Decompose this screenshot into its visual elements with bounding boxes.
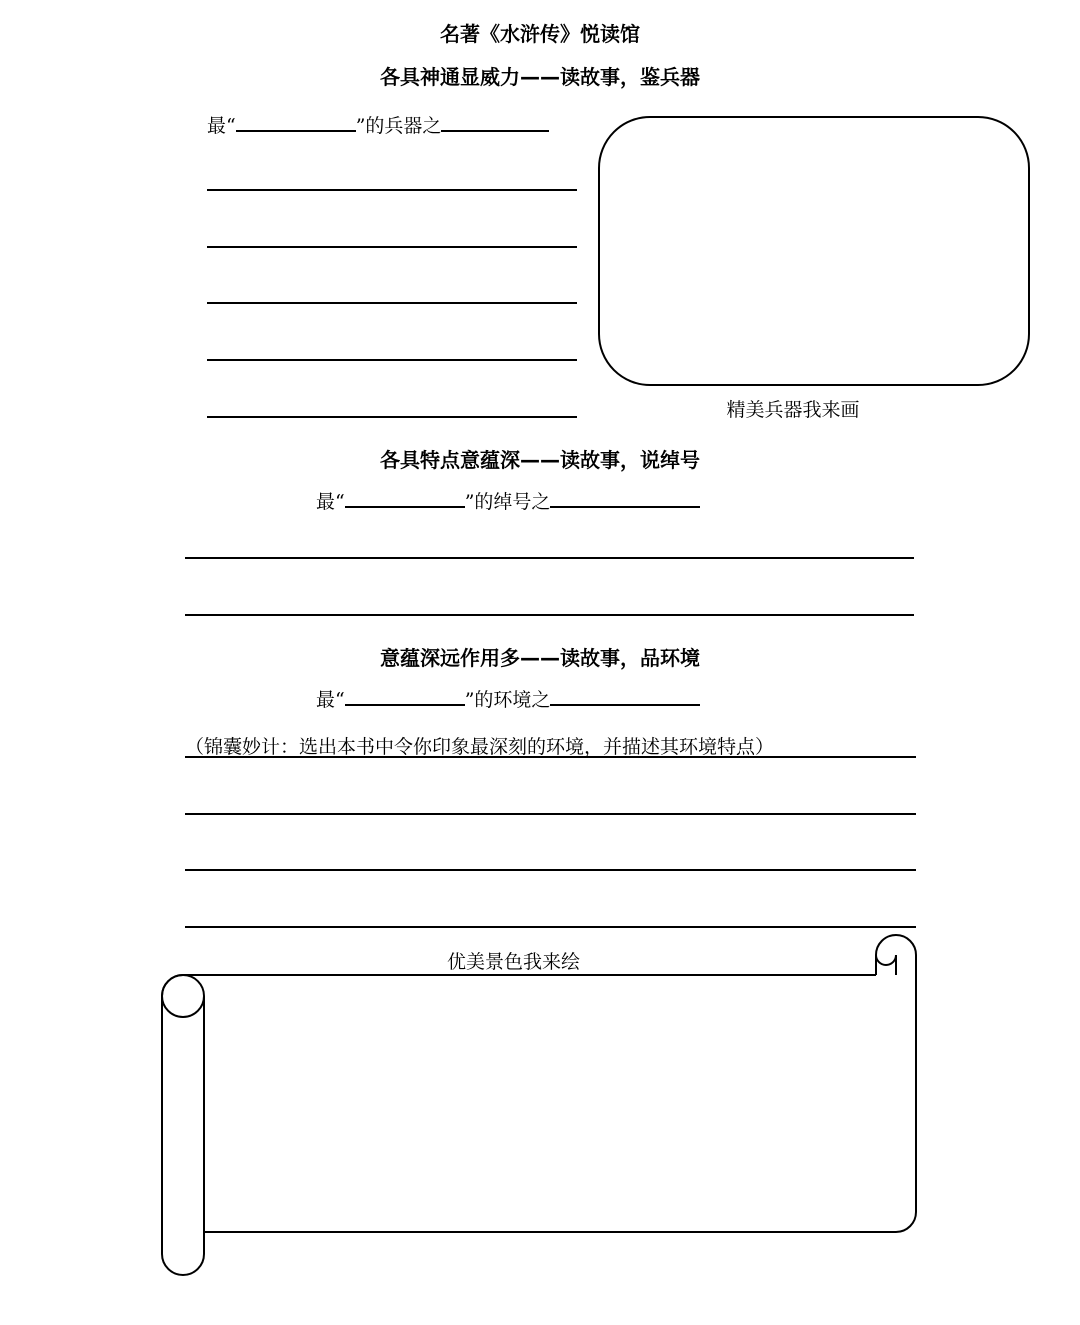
weapon-prompt-prefix: 最“ bbox=[207, 115, 236, 137]
section-weapons-heading: 各具神通显威力——读故事，鉴兵器 bbox=[380, 65, 700, 89]
nickname-prompt-middle: ”的绰号之 bbox=[464, 491, 551, 513]
environment-prompt-prefix: 最“ bbox=[316, 689, 345, 711]
environment-tip: （锦囊妙计：选出本书中令你印象最深刻的环境，并描述其环境特点） bbox=[185, 736, 775, 758]
environment-prompt-middle: ”的环境之 bbox=[464, 689, 551, 711]
page-title: 名著《水浒传》悦读馆 bbox=[440, 22, 640, 46]
weapon-drawing-caption: 精美兵器我来画 bbox=[726, 399, 860, 421]
section-nicknames-heading: 各具特点意蕴深——读故事，说绰号 bbox=[380, 448, 700, 472]
nickname-prompt-prefix: 最“ bbox=[316, 491, 345, 513]
weapon-prompt-middle: ”的兵器之 bbox=[355, 115, 442, 137]
section-environment-heading: 意蕴深远作用多——读故事，品环境 bbox=[380, 646, 700, 670]
scroll-drawing-caption: 优美景色我来绘 bbox=[447, 951, 581, 973]
